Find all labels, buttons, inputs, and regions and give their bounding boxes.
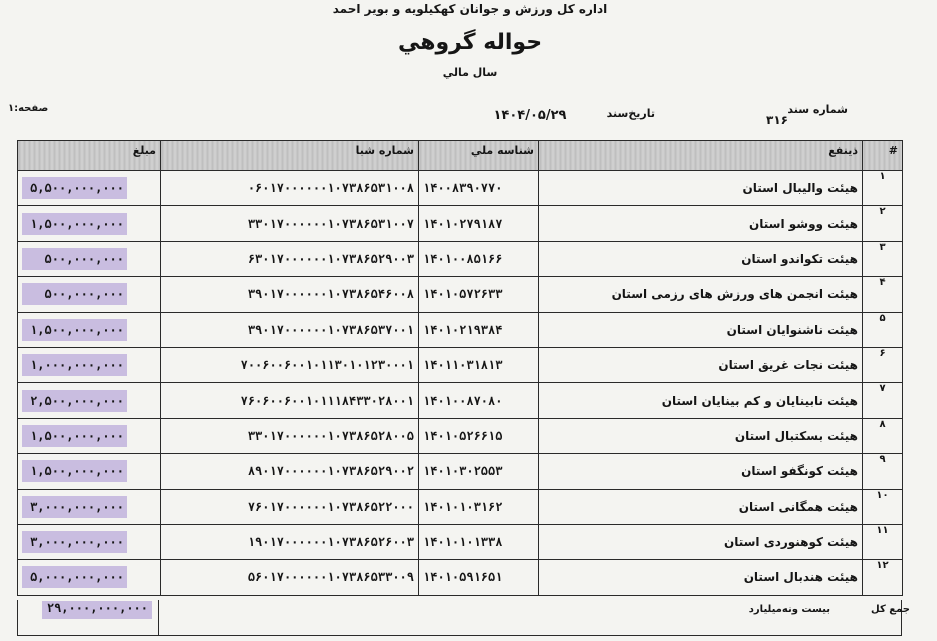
national-id-cell: ۱۴۰۱۰۵۹۱۶۵۱: [419, 560, 539, 595]
amount-cell: ۳,۰۰۰,۰۰۰,۰۰۰: [22, 496, 127, 518]
table-row: [18, 383, 903, 418]
sheba-cell: ۵۶۰۱۷۰۰۰۰۰۰۱۰۷۳۸۶۵۳۳۰۰۹: [161, 560, 419, 595]
sheba-cell: ۷۶۰۱۷۰۰۰۰۰۰۱۰۷۳۸۶۵۲۲۰۰۰: [161, 489, 419, 524]
row-number-cell: ۶: [863, 347, 903, 382]
row-number-cell: ۱۲: [863, 560, 903, 595]
row-number-cell: ۱۱: [863, 524, 903, 559]
sheba-cell: ۷۰۰۶۰۰۶۰۰۱۰۱۱۳۰۱۰۱۲۳۰۰۰۱: [161, 347, 419, 382]
fiscal-year-label: سال مالي: [442, 66, 498, 79]
total-label: جمع کل: [871, 604, 910, 615]
payee-cell: هيئت هندبال استان: [539, 560, 863, 595]
column-header-amount: مبلغ: [18, 141, 161, 171]
amount-cell: ۵,۰۰۰,۰۰۰,۰۰۰: [22, 566, 127, 588]
payee-cell: هيئت نابينايان و كم بينايان استان: [539, 383, 863, 418]
sheba-cell: ۰۶۰۱۷۰۰۰۰۰۰۱۰۷۳۸۶۵۳۱۰۰۸: [161, 171, 419, 206]
sheba-cell: ۱۹۰۱۷۰۰۰۰۰۰۱۰۷۳۸۶۵۲۶۰۰۳: [161, 524, 419, 559]
table-row: [18, 347, 903, 382]
column-header-national-id: شناسه ملي: [419, 141, 539, 171]
sheba-cell: ۳۹۰۱۷۰۰۰۰۰۰۱۰۷۳۸۶۵۳۷۰۰۱: [161, 312, 419, 347]
row-number-cell: ۱: [863, 171, 903, 206]
national-id-cell: ۱۴۰۱۰۰۸۷۰۸۰: [419, 383, 539, 418]
payments-table: [17, 140, 903, 596]
payee-cell: هيئت بسكتبال استان: [539, 418, 863, 453]
table-row: [18, 524, 903, 559]
total-amount-in-words: بيست ونه‌ميليارد: [748, 604, 830, 615]
payee-cell: هيئت انجمن هاى ورزش هاى رزمى استان: [539, 277, 863, 312]
payee-cell: هيئت كونگفو استان: [539, 454, 863, 489]
sheba-cell: ۳۹۰۱۷۰۰۰۰۰۰۱۰۷۳۸۶۵۴۶۰۰۸: [161, 277, 419, 312]
national-id-cell: ۱۴۰۱۰۲۷۹۱۸۷: [419, 206, 539, 241]
table-row: [18, 171, 903, 206]
row-number-cell: ۵: [863, 312, 903, 347]
document-number-label: شماره سند: [787, 103, 848, 116]
amount-cell: ۵,۵۰۰,۰۰۰,۰۰۰: [22, 177, 127, 199]
national-id-cell: ۱۴۰۱۰۰۸۵۱۶۶: [419, 241, 539, 276]
document-date-value: ۱۴۰۴/۰۵/۲۹: [493, 108, 567, 123]
row-number-cell: ۹: [863, 454, 903, 489]
row-number-cell: ۲: [863, 206, 903, 241]
sheba-cell: ۷۶۰۶۰۰۶۰۰۱۰۱۱۱۸۴۳۳۰۲۸۰۰۱: [161, 383, 419, 418]
payee-cell: هيئت همگانى استان: [539, 489, 863, 524]
document-number-value: ۳۱۶: [766, 113, 788, 127]
amount-cell: ۱,۵۰۰,۰۰۰,۰۰۰: [22, 460, 127, 482]
table-row: [18, 277, 903, 312]
national-id-cell: ۱۴۰۱۰۳۰۲۵۵۳: [419, 454, 539, 489]
amount-cell: ۲,۵۰۰,۰۰۰,۰۰۰: [22, 390, 127, 412]
row-number-cell: ۴: [863, 277, 903, 312]
column-header-number: #: [863, 141, 903, 171]
table-row: [18, 560, 903, 595]
payee-cell: هيئت كوهنوردى استان: [539, 524, 863, 559]
amount-cell: ۳,۰۰۰,۰۰۰,۰۰۰: [22, 531, 127, 553]
amount-cell: ۱,۵۰۰,۰۰۰,۰۰۰: [22, 213, 127, 235]
table-row: [18, 454, 903, 489]
total-divider: [158, 600, 159, 636]
national-id-cell: ۱۴۰۱۰۵۷۲۶۳۳: [419, 277, 539, 312]
page-number: صفحه:۱: [8, 103, 49, 114]
sheba-cell: ۸۹۰۱۷۰۰۰۰۰۰۱۰۷۳۸۶۵۲۹۰۰۲: [161, 454, 419, 489]
payee-cell: هيئت تكواندو استان: [539, 241, 863, 276]
national-id-cell: ۱۴۰۱۰۲۱۹۳۸۴: [419, 312, 539, 347]
column-header-payee: ذینفع: [539, 141, 863, 171]
national-id-cell: ۱۴۰۱۱۰۳۱۸۱۳: [419, 347, 539, 382]
national-id-cell: ۱۴۰۱۰۱۰۳۱۶۲: [419, 489, 539, 524]
amount-cell: ۱,۰۰۰,۰۰۰,۰۰۰: [22, 354, 127, 376]
amount-cell: ۵۰۰,۰۰۰,۰۰۰: [22, 283, 127, 305]
row-number-cell: ۸: [863, 418, 903, 453]
table-row: [18, 418, 903, 453]
organization-name: اداره کل ورزش و جوانان کهکیلویه و بویر احمد: [332, 2, 608, 16]
row-number-cell: ۷: [863, 383, 903, 418]
table-row: [18, 312, 903, 347]
sheba-cell: ۳۳۰۱۷۰۰۰۰۰۰۱۰۷۳۸۶۵۳۱۰۰۷: [161, 206, 419, 241]
payee-cell: هيئت ناشنوايان استان: [539, 312, 863, 347]
table-row: [18, 206, 903, 241]
table-header-row: [18, 141, 903, 171]
row-number-cell: ۳: [863, 241, 903, 276]
sheba-cell: ۶۳۰۱۷۰۰۰۰۰۰۱۰۷۳۸۶۵۲۹۰۰۳: [161, 241, 419, 276]
sheba-cell: ۳۳۰۱۷۰۰۰۰۰۰۱۰۷۳۸۶۵۲۸۰۰۵: [161, 418, 419, 453]
national-id-cell: ۱۴۰۰۸۳۹۰۷۷۰: [419, 171, 539, 206]
amount-cell: ۵۰۰,۰۰۰,۰۰۰: [22, 248, 127, 270]
table-row: [18, 241, 903, 276]
amount-cell: ۱,۵۰۰,۰۰۰,۰۰۰: [22, 319, 127, 341]
row-number-cell: ۱۰: [863, 489, 903, 524]
payee-cell: هيئت نجات غريق استان: [539, 347, 863, 382]
column-header-sheba: شماره شبا: [161, 141, 419, 171]
payee-cell: هيئت واليبال استان: [539, 171, 863, 206]
amount-cell: ۱,۵۰۰,۰۰۰,۰۰۰: [22, 425, 127, 447]
payee-cell: هيئت ووشو استان: [539, 206, 863, 241]
document-title: حواله گروهي: [397, 30, 543, 55]
table-row: [18, 489, 903, 524]
document-date-label: تاریخ‌سند: [606, 107, 655, 120]
total-amount: ۲۹,۰۰۰,۰۰۰,۰۰۰: [42, 601, 152, 619]
national-id-cell: ۱۴۰۱۰۱۰۱۳۳۸: [419, 524, 539, 559]
national-id-cell: ۱۴۰۱۰۵۲۶۶۱۵: [419, 418, 539, 453]
